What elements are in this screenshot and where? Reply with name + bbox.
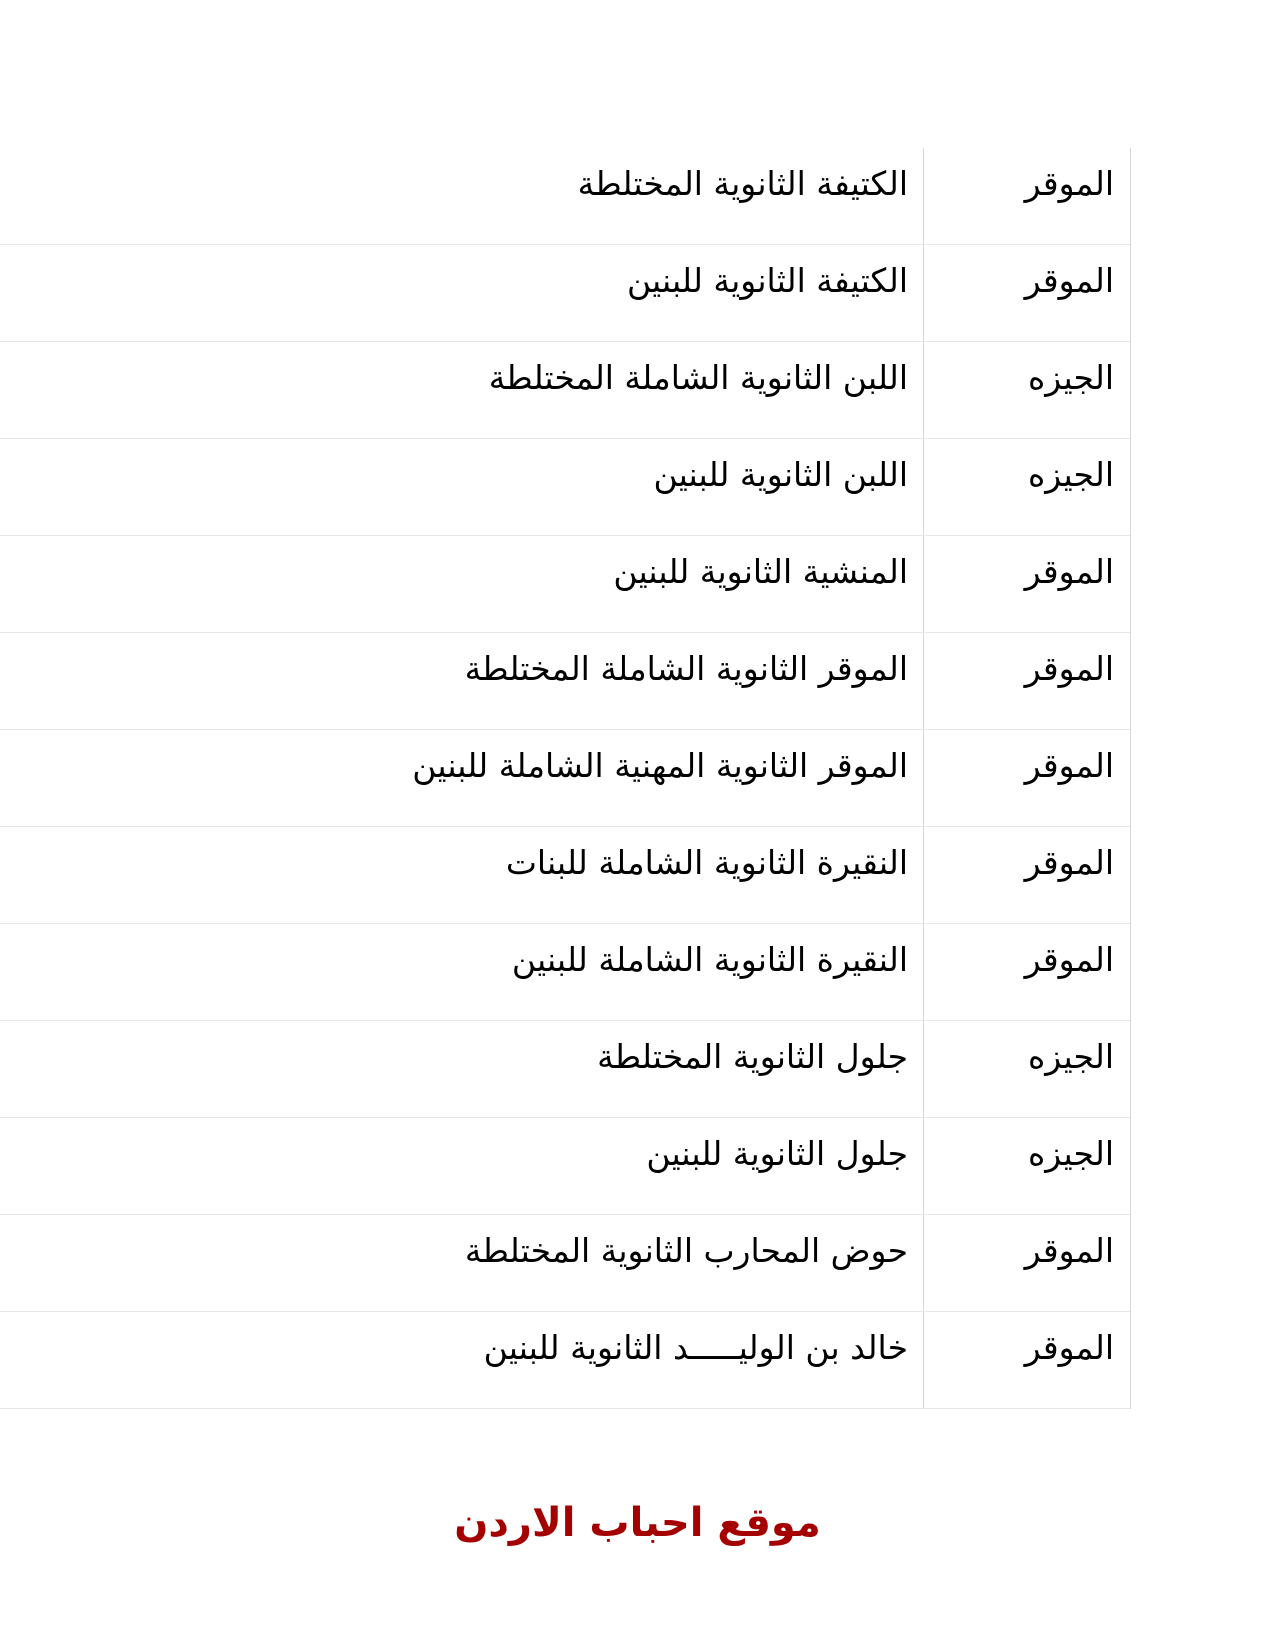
district-cell: الموقر bbox=[923, 1215, 1130, 1311]
district-cell: الموقر bbox=[923, 245, 1130, 341]
school-cell: جلول الثانوية المختلطة bbox=[597, 1037, 908, 1076]
schools-table bbox=[0, 148, 1131, 1409]
district-cell: الموقر bbox=[923, 148, 1130, 244]
school-cell: النقيرة الثانوية الشاملة للبنين bbox=[511, 940, 908, 979]
district-cell: الموقر bbox=[923, 536, 1130, 632]
district-cell: الجيزه bbox=[923, 342, 1130, 438]
table-row bbox=[0, 439, 1130, 536]
district-cell: الموقر bbox=[923, 924, 1130, 1020]
district-cell: الموقر bbox=[923, 1312, 1130, 1408]
table-row bbox=[0, 245, 1130, 342]
school-cell: اللبن الثانوية للبنين bbox=[653, 455, 908, 494]
school-cell: جلول الثانوية للبنين bbox=[646, 1134, 908, 1173]
site-footer-title: موقع احباب الاردن bbox=[454, 1500, 821, 1546]
school-cell: الموقر الثانوية الشاملة المختلطة bbox=[464, 649, 908, 688]
school-cell: الموقر الثانوية المهنية الشاملة للبنين bbox=[412, 746, 908, 785]
school-cell: الكتيفة الثانوية المختلطة bbox=[577, 164, 908, 203]
table-row bbox=[0, 1312, 1130, 1409]
table-row bbox=[0, 924, 1130, 1021]
school-cell: المنشية الثانوية للبنين bbox=[613, 552, 908, 591]
school-cell: خالد بن الوليـــــد الثانوية للبنين bbox=[483, 1328, 908, 1367]
school-cell: النقيرة الثانوية الشاملة للبنات bbox=[505, 843, 908, 882]
table-row bbox=[0, 1021, 1130, 1118]
district-cell: الجيزه bbox=[923, 439, 1130, 535]
table-row bbox=[0, 633, 1130, 730]
table-row bbox=[0, 148, 1130, 245]
table-row bbox=[0, 827, 1130, 924]
school-cell: الكتيفة الثانوية للبنين bbox=[626, 261, 908, 300]
district-cell: الموقر bbox=[923, 827, 1130, 923]
district-cell: الموقر bbox=[923, 633, 1130, 729]
table-row bbox=[0, 1118, 1130, 1215]
table-row bbox=[0, 536, 1130, 633]
table-row bbox=[0, 342, 1130, 439]
school-cell: حوض المحارب الثانوية المختلطة bbox=[464, 1231, 908, 1270]
table-row bbox=[0, 1215, 1130, 1312]
school-cell: اللبن الثانوية الشاملة المختلطة bbox=[488, 358, 908, 397]
district-cell: الجيزه bbox=[923, 1021, 1130, 1117]
table-row bbox=[0, 730, 1130, 827]
district-cell: الموقر bbox=[923, 730, 1130, 826]
district-cell: الجيزه bbox=[923, 1118, 1130, 1214]
